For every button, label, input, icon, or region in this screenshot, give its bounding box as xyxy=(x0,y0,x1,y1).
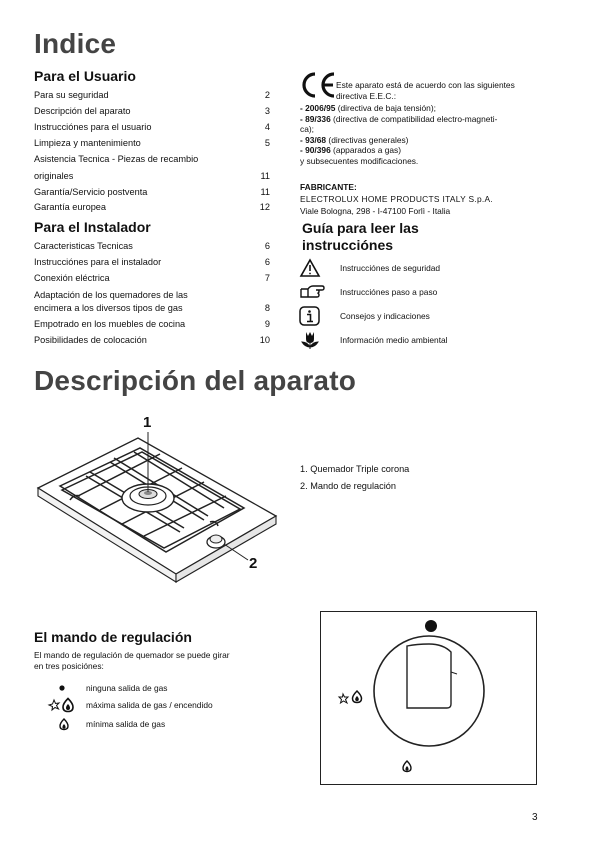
toc-label: Posibilidades de colocación xyxy=(34,335,147,345)
directive-line xyxy=(300,124,550,135)
guide-item-label: Información medio ambiental xyxy=(340,335,448,345)
guide-item xyxy=(298,330,568,352)
directive-line xyxy=(300,156,550,167)
guide-item-label: Consejos y indicaciones xyxy=(340,311,430,321)
toc-label: Garantía/Servicio postventa xyxy=(34,187,148,197)
ce-intro-line2: directiva E.E.C.: xyxy=(336,91,397,101)
directive-code: - 93/68 xyxy=(300,134,327,145)
toc-label: Garantía europea xyxy=(34,202,107,212)
toc-page: 5 xyxy=(264,138,270,148)
directive-desc: (directivas generales) xyxy=(326,134,409,145)
usuario-heading: Para el Usuario xyxy=(34,68,136,84)
toc-label: originales xyxy=(34,171,74,181)
fabricante-label: FABRICANTE: xyxy=(300,182,357,192)
mando-text-line2: en tres posiciónes: xyxy=(34,661,104,671)
toc-page: 12 xyxy=(259,202,270,212)
toc-page: 6 xyxy=(264,257,270,267)
toc-page: 7 xyxy=(264,273,270,283)
directive-code: - 2006/95 xyxy=(300,103,336,113)
large-flame-icon xyxy=(44,697,80,713)
toc-label: Limpieza y mantenimiento xyxy=(34,138,141,148)
descripcion-title: Descripción del aparato xyxy=(34,365,357,396)
guide-heading-line1: Guía para leer las xyxy=(302,220,419,236)
directive-line xyxy=(300,135,550,146)
directive-line xyxy=(300,114,550,125)
toc-label: Empotrado en los muebles de cocina xyxy=(34,319,186,329)
part-2-label: 2. Mando de regulación xyxy=(300,481,397,491)
toc-label: Caracteristicas Tecnicas xyxy=(34,241,133,251)
page-number: 3 xyxy=(532,812,538,823)
directive-desc: ca); xyxy=(300,124,314,135)
toc-label: Conexión eléctrica xyxy=(34,273,110,283)
toc-page: 11 xyxy=(260,171,270,181)
directive-code: - 89/336 xyxy=(300,113,331,124)
off-position-dot xyxy=(425,620,437,632)
toc-page: 11 xyxy=(260,187,270,197)
guide-item xyxy=(298,282,568,304)
directive-desc: y subsecuentes modificaciones. xyxy=(300,155,419,166)
directive-desc: (directiva de compatibilidad electro-magneti- xyxy=(330,113,498,124)
legend-item xyxy=(44,716,284,732)
legend-label: máxima salida de gas / encendido xyxy=(86,700,213,710)
toc-page: 9 xyxy=(264,319,270,329)
toc-page: 10 xyxy=(259,335,270,345)
mando-text-line1: El mando de regulación de quemador se puede girar xyxy=(34,650,230,660)
knob-diagram xyxy=(320,611,537,785)
directive-desc: (directiva de baja tensión); xyxy=(335,103,436,113)
guide-item xyxy=(298,306,568,328)
toc-label: encimera a los diversos tipos de gas xyxy=(34,303,183,313)
guide-item xyxy=(298,258,568,280)
mando-heading: El mando de regulación xyxy=(34,629,192,645)
legend-item xyxy=(44,697,284,713)
directive-desc: (apparados a gas) xyxy=(330,145,402,156)
instalador-heading: Para el Instalador xyxy=(34,219,151,235)
guide-item-label: Instrucciónes de seguridad xyxy=(340,263,441,273)
toc-label: Asistencia Tecnica - Piezas de recambio xyxy=(34,154,199,164)
ce-intro-line1: Este aparato está de acuerdo con las siguientes xyxy=(336,80,515,90)
directive-line xyxy=(300,145,550,156)
small-flame-icon xyxy=(44,716,80,732)
toc-label: Para su seguridad xyxy=(34,90,109,100)
part-1-label: 1. Quemador Triple corona xyxy=(300,464,410,474)
pointing-hand-icon xyxy=(298,282,328,302)
guide-heading-line2: instrucciónes xyxy=(302,237,394,253)
toc-page: 3 xyxy=(264,106,270,116)
page-title: Indice xyxy=(34,28,117,59)
info-icon xyxy=(298,306,328,326)
directive-code: - 90/396 xyxy=(300,145,331,156)
ce-mark-icon xyxy=(298,70,338,100)
toc-page: 6 xyxy=(264,241,270,251)
legend-label: ninguna salida de gas xyxy=(86,683,168,693)
warning-triangle-icon xyxy=(298,258,328,278)
toc-label: Instrucciónes para el instalador xyxy=(34,257,162,267)
fabricante-name: ELECTROLUX HOME PRODUCTS ITALY S.p.A. xyxy=(300,194,494,204)
environment-flower-icon xyxy=(298,330,328,350)
callout-1: 1 xyxy=(143,414,152,431)
dot-icon xyxy=(44,680,80,696)
guide-item-label: Instrucciónes paso a paso xyxy=(340,287,438,297)
toc-page: 2 xyxy=(264,90,270,100)
legend-label: mínima salida de gas xyxy=(86,719,166,729)
toc-page: 4 xyxy=(264,122,270,132)
callout-2: 2 xyxy=(249,555,258,572)
directive-line xyxy=(300,103,550,114)
toc-label: Instrucciónes para el usuario xyxy=(34,122,152,132)
legend-item xyxy=(44,680,284,696)
ce-directives xyxy=(300,103,550,167)
toc-page: 8 xyxy=(264,303,270,313)
toc-label: Adaptación de los quemadores de las xyxy=(34,290,188,300)
toc-label: Descripción del aparato xyxy=(34,106,131,116)
fabricante-address: Viale Bologna, 298 - I-47100 Forlì - Italia xyxy=(300,206,451,216)
